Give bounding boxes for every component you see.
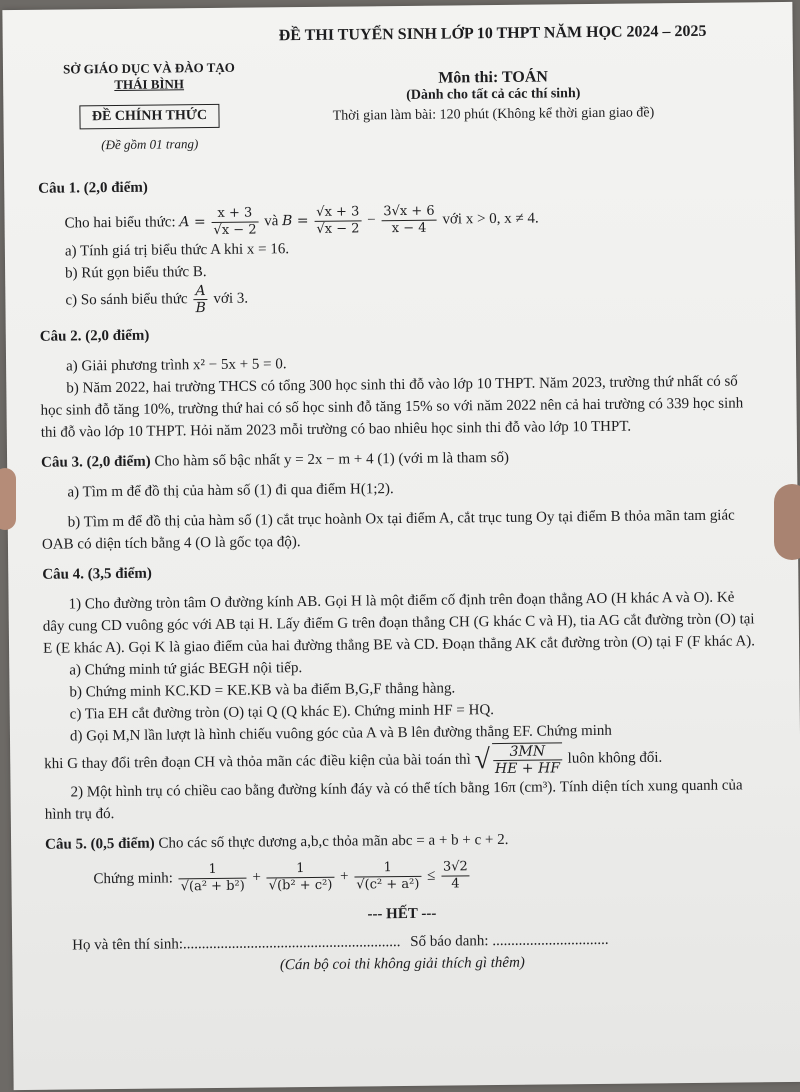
q5-rhs-den: 4 xyxy=(451,876,460,892)
right-finger xyxy=(774,484,800,560)
q5-t3-num: 1 xyxy=(354,860,421,878)
q1-condition: với x > 0, x ≠ 4. xyxy=(442,210,539,228)
q1-part-a: a) Tính giá trị biểu thức A khi x = 16. xyxy=(64,241,290,260)
q1-part-c-fraction xyxy=(193,283,208,316)
exam-content xyxy=(38,170,758,978)
q5-t2-den: √(b² + c²) xyxy=(268,877,333,894)
q5-rhs xyxy=(441,859,470,892)
q4-part-b: b) Chứng minh KC.KD = KE.KB và ba điểm B,G,F thẳng hàng. xyxy=(69,680,456,701)
q4-part-d1: d) Gọi M,N lần lượt là hình chiếu vuông góc của A và B lên đường thẳng EF. Chứng minh xyxy=(69,722,612,745)
left-finger xyxy=(0,468,16,530)
q1-a-num: x + 3 xyxy=(211,205,258,222)
proctor-note: (Cán bộ coi thi không giải thích gì thêm) xyxy=(279,954,525,974)
q5-plus-2: + xyxy=(339,868,349,885)
q5-plus-1: + xyxy=(252,869,261,886)
q5-t1-den: √(a² + b²) xyxy=(180,878,245,895)
q4-radical-sign: √ xyxy=(474,744,491,776)
q1-part-b: b) Rút gọn biểu thức B. xyxy=(65,264,207,282)
q1-b-fraction-1 xyxy=(314,204,361,237)
q2-part-a: a) Giải phương trình x² − 5x + 5 = 0. xyxy=(66,356,287,375)
q1-a-lhs: A = xyxy=(179,213,206,231)
audience: (Dành cho tất cả các thí sinh) xyxy=(406,86,581,103)
q5-inequality xyxy=(45,856,757,896)
q4-part-d2-pre: khi G thay đổi trên đoạn CH và thỏa mãn các điều kiện của bài toán thì xyxy=(44,751,471,773)
q4-radical-fraction xyxy=(492,742,562,777)
header-left xyxy=(59,60,240,154)
q5-heading: Câu 5. (0,5 điểm) xyxy=(45,835,155,853)
q1-b-fraction-2 xyxy=(381,204,437,238)
duration: Thời gian làm bài: 120 phút (Không kể thời gian giao đề) xyxy=(332,105,655,124)
q4-part-a: a) Chứng minh tứ giác BEGH nội tiếp. xyxy=(69,660,303,679)
sbd-dots: ............................... xyxy=(492,931,609,950)
exam-title: ĐỀ THI TUYỂN SINH LỚP 10 THPT NĂM HỌC 2024 – 2025 xyxy=(278,22,707,45)
official-label: ĐỀ CHÍNH THỨC xyxy=(79,104,219,129)
department: SỞ GIÁO DỤC VÀ ĐÀO TẠO xyxy=(63,59,235,77)
q1-b-num1: √x + 3 xyxy=(314,204,361,221)
q5-t1-num: 1 xyxy=(178,862,246,880)
q4-part-1: 1) Cho đường tròn tâm O đường kính AB. Gọi H là một điểm cố định trên đoạn thẳng AO (H khác A và O). Kẻ dây cung CD vuông góc với AB tại H. Lấy điểm G trên đoạn thẳng CH (G khác C và H), tia AG cắt đường tròn (O) tại E (E khác A). Gọi K là giao điểm của hai đường thẳng BE và CD. Đoạn thẳng AK cắt đường tròn (O) tại F (F khác A). xyxy=(42,589,756,657)
q2-heading: Câu 2. (2,0 điểm) xyxy=(39,327,150,345)
q1-c-den: B xyxy=(195,300,206,317)
q1-part-c-post: với 3. xyxy=(213,290,249,307)
q3-heading: Câu 3. (2,0 điểm) xyxy=(41,453,151,471)
name-dots: .......................................................... xyxy=(182,934,401,953)
name-label: Họ và tên thí sinh: xyxy=(72,936,184,954)
q5-term-1 xyxy=(178,862,246,896)
q3-part-b: b) Tìm m để đồ thị của hàm số (1) cắt trục hoành Ox tại điểm A, cắt trục tung Oy tại điểm B thỏa mãn tam giác OAB có diện tích bằng 4 (O là gốc tọa độ). xyxy=(41,507,735,553)
q5-t2-num: 1 xyxy=(266,861,334,879)
q3-intro: Cho hàm số bậc nhất y = 2x − m + 4 (1) (với m là tham số) xyxy=(154,449,510,470)
q1-intro-text: Cho hai biểu thức: xyxy=(64,214,176,232)
q5-le: ≤ xyxy=(426,867,436,884)
q1-and: và xyxy=(264,213,279,230)
page-count: (Đề gồm 01 trang) xyxy=(101,136,199,153)
sbd-label: Số báo danh: xyxy=(410,933,489,950)
header-right xyxy=(273,23,714,126)
q1-b-den1: √x − 2 xyxy=(316,221,360,237)
q1-c-num: A xyxy=(193,283,207,300)
q4-d2-num: 3MN xyxy=(493,743,562,761)
exam-sheet xyxy=(2,2,800,1090)
q4-part-c: c) Tia EH cắt đường tròn (O) tại Q (Q khác E). Chứng minh HF = HQ. xyxy=(69,702,495,723)
q1-b-lhs: B = xyxy=(282,212,309,230)
q4-heading: Câu 4. (3,5 điểm) xyxy=(42,565,152,583)
province: THÁI BÌNH xyxy=(114,76,185,92)
q5-term-2 xyxy=(266,861,334,895)
q1-minus: − xyxy=(367,212,376,229)
q1-heading: Câu 1. (2,0 điểm) xyxy=(38,179,148,197)
subject: Môn thi: TOÁN xyxy=(438,68,549,87)
q4-part-d2-post: luôn không đổi. xyxy=(567,749,663,767)
q5-prove: Chứng minh: xyxy=(93,870,173,888)
q1-a-den: √x − 2 xyxy=(213,222,257,238)
q5-term-3 xyxy=(354,860,421,894)
q5-rhs-num: 3√2 xyxy=(441,859,470,876)
q2-part-b: b) Năm 2022, hai trường THCS có tổng 300 học sinh thi đỗ vào lớp 10 THPT. Năm 2023, trường thứ nhất có số học sinh đỗ tăng 10%, trường thứ hai có số học sinh đỗ tăng 15% so với năm 2022 nên cả hai trường có 339 học sinh thi đỗ vào lớp 10 THPT. Hỏi năm 2023 mỗi trường có bao nhiêu học sinh thi đỗ vào lớp 10 THPT. xyxy=(40,373,744,441)
q1-b-num2: 3√x + 6 xyxy=(381,204,437,222)
q4-d2-den: HE + HF xyxy=(494,760,561,778)
q1-part-c-pre: c) So sánh biểu thức xyxy=(65,291,188,309)
q3-part-a: a) Tìm m để đồ thị của hàm số (1) đi qua điểm H(1;2). xyxy=(67,481,394,501)
q4-part-2: 2) Một hình trụ có chiều cao bằng đường kính đáy và có thể tích bằng 16π (cm³). Tính diện tích xung quanh của hình trụ đó. xyxy=(44,777,743,823)
q1-b-den2: x − 4 xyxy=(391,220,427,237)
end-marker: --- HẾT --- xyxy=(367,905,437,923)
q5-intro: Cho các số thực dương a,b,c thỏa mãn abc = a + b + c + 2. xyxy=(158,831,509,852)
q1-a-fraction xyxy=(211,205,258,238)
q5-t3-den: √(c² + a²) xyxy=(356,876,420,893)
